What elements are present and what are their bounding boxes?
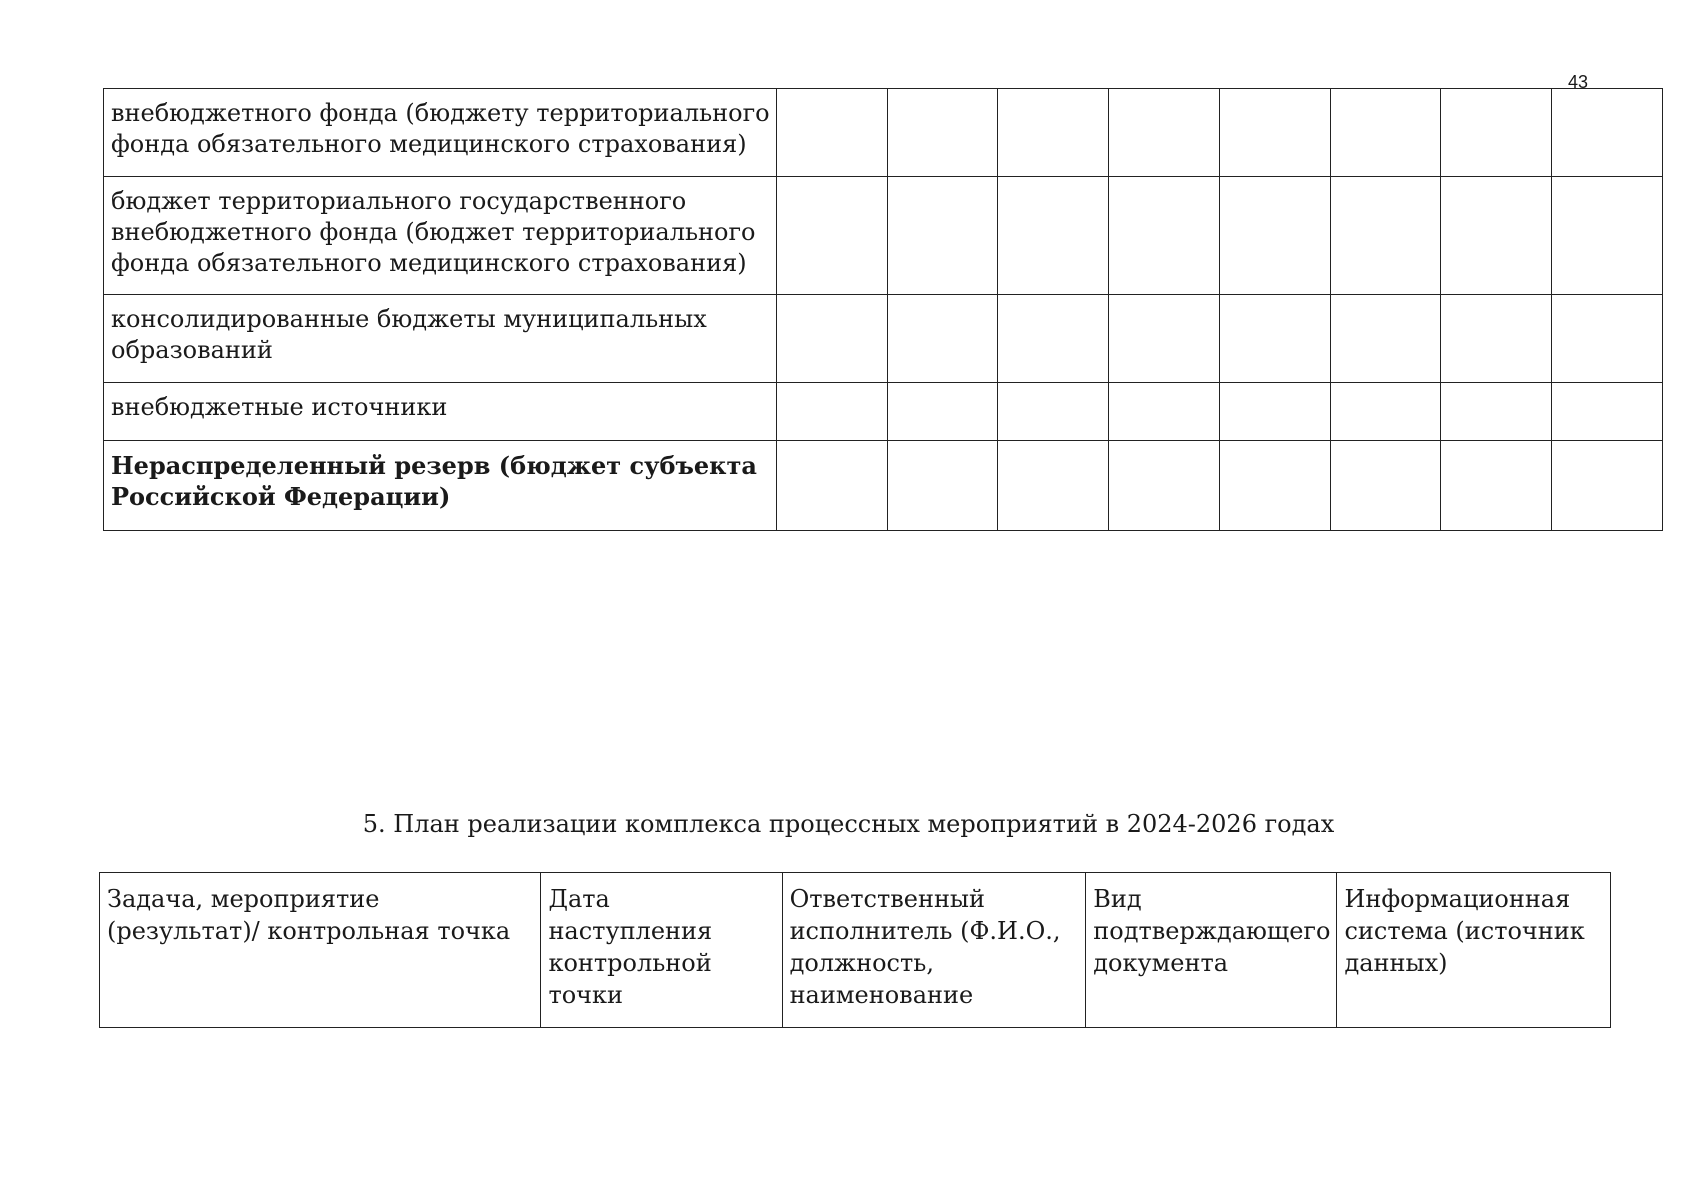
table-row [104, 441, 1663, 531]
empty-cell [1441, 89, 1552, 177]
empty-cell [1109, 383, 1220, 441]
empty-cell [998, 177, 1109, 295]
page-number: 43 [1568, 72, 1589, 92]
empty-cell [776, 89, 887, 177]
financing-source-label: бюджет территориального государственного внебюджетного фонда (бюджет территориального фонда обязательного медицинского страхования) [104, 177, 777, 295]
empty-cell [776, 177, 887, 295]
empty-cell [1219, 441, 1330, 531]
empty-cell [1552, 383, 1663, 441]
column-header: Информационная система (источник данных) [1337, 873, 1611, 1028]
table-row [104, 89, 1663, 177]
empty-cell [1441, 441, 1552, 531]
financing-table [103, 88, 1663, 531]
empty-cell [1330, 441, 1441, 531]
empty-cell [1219, 177, 1330, 295]
column-header: Ответственный исполнитель (Ф.И.О., должность, наименование [782, 873, 1086, 1028]
empty-cell [887, 441, 998, 531]
header-row [100, 873, 1611, 1028]
empty-cell [1441, 295, 1552, 383]
empty-cell [1219, 383, 1330, 441]
empty-cell [1552, 441, 1663, 531]
empty-cell [1330, 89, 1441, 177]
empty-cell [887, 89, 998, 177]
empty-cell [998, 89, 1109, 177]
table-row [104, 383, 1663, 441]
empty-cell [887, 295, 998, 383]
empty-cell [1219, 295, 1330, 383]
empty-cell [1441, 383, 1552, 441]
empty-cell [1330, 383, 1441, 441]
column-header: Вид подтверждающего документа [1086, 873, 1337, 1028]
empty-cell [998, 441, 1109, 531]
empty-cell [1109, 441, 1220, 531]
section-title: 5. План реализации комплекса процессных мероприятий в 2024-2026 годах [362, 810, 1335, 838]
empty-cell [1330, 295, 1441, 383]
table-row [104, 295, 1663, 383]
column-header: Дата наступления контрольной точки [541, 873, 782, 1028]
empty-cell [1109, 89, 1220, 177]
empty-cell [776, 295, 887, 383]
empty-cell [1219, 89, 1330, 177]
financing-source-label: внебюджетного фонда (бюджету территориального фонда обязательного медицинского страхования) [104, 89, 777, 177]
empty-cell [1330, 177, 1441, 295]
financing-source-label: консолидированные бюджеты муниципальных образований [104, 295, 777, 383]
empty-cell [1109, 295, 1220, 383]
column-header: Задача, мероприятие (результат)/ контрольная точка [100, 873, 541, 1028]
plan-table [99, 872, 1611, 1028]
financing-source-label: внебюджетные источники [104, 383, 777, 441]
empty-cell [887, 383, 998, 441]
empty-cell [1109, 177, 1220, 295]
empty-cell [998, 383, 1109, 441]
reserve-label: Нераспределенный резерв (бюджет субъекта Российской Федерации) [104, 441, 777, 531]
table-row [104, 177, 1663, 295]
empty-cell [887, 177, 998, 295]
empty-cell [1552, 295, 1663, 383]
empty-cell [1552, 89, 1663, 177]
empty-cell [776, 441, 887, 531]
empty-cell [776, 383, 887, 441]
empty-cell [998, 295, 1109, 383]
empty-cell [1552, 177, 1663, 295]
empty-cell [1441, 177, 1552, 295]
